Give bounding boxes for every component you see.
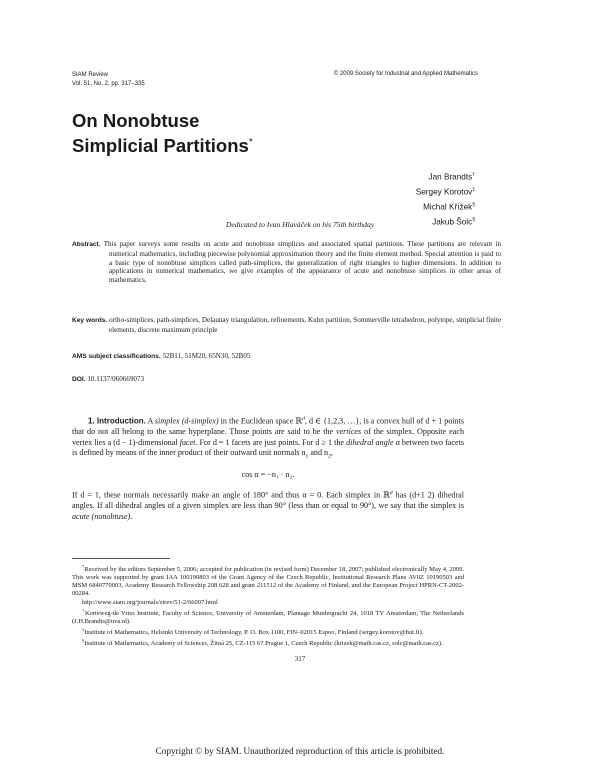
author: Jan Brandts†	[428, 172, 475, 182]
title-footnote-mark: *	[248, 137, 253, 148]
section-heading: 1. Introduction.	[88, 416, 146, 426]
running-header	[72, 71, 145, 88]
title-line-1: On Nonobtuse	[72, 110, 200, 131]
author: Michal Křížek§	[423, 202, 475, 212]
equation: cos α = −n₁ · n₂.	[241, 469, 295, 479]
introduction	[72, 414, 464, 522]
abstract	[72, 240, 501, 285]
term-facet: facet	[179, 437, 196, 447]
binomial: (d+1 2)	[409, 491, 435, 501]
term-simplex: simplex (d-simplex)	[154, 416, 219, 426]
intro-paragraph-1: 1. Introduction. A simplex (d-simplex) in the Euclidean space ℝ$^d$, d ∈ {1,2,3, …}, is a convex hull of d + 1 points that do not all belong to the same hyperplane. Those points are said to be the vertices of the simplex. Opposite each vertex lies a (d − 1)-dimensional facet. For d = 1 facets are just points. For d ≥ 1 the dihedral angle α between two facets is defined by means of the inner product of their outward unit normals $n_1$ and $n_2$,	[72, 416, 464, 460]
footer-copyright: Copyright © by SIAM. Unauthorized reproduction of this article is prohibited.	[155, 746, 445, 756]
doi-label: DOI.	[72, 376, 86, 383]
ams-classifications	[72, 352, 464, 362]
keywords-text: ortho-simplices, path-simplices, Delaunay triangulation, refinements, Kuhn partition, Sommerville tetrahedron, polytope, simplicial finite elements, discrete maximum principle	[109, 316, 502, 334]
intro-paragraph-2: If d = 1, these normals necessarily make an angle of 180° and thus α = 0. Each simplex in ℝ$^d$ has (d+1 2) dihedral angles. If all dihedral angles of a given simplex are less than 90° (less than or equal to 90°), we say that the simplex is acute (nonobtuse).	[72, 490, 465, 521]
footnote-received: *Received by the editors September 5, 2006; accepted for publication (in revised form) December 18, 2007; published electronically May 4, 2009. This work was supported by grant IAA 100190803 of the Grant Agency of the Czech Republic, Institutional Research Plans AV0Z 10190503 and MSM 6840770003, Academy Research Fellowship 208 628 and grant 211512 of the Academy of Finland, and the European Project HPRN-CT-2002-00284.	[72, 564, 464, 598]
journal-name: SIAM Review	[72, 72, 109, 78]
abstract-label: Abstract.	[72, 241, 101, 248]
footnote-rule	[72, 558, 170, 559]
paper-title	[72, 110, 253, 157]
volume-info: Vol. 51, No. 2, pp. 317–335	[72, 80, 145, 87]
header-copyright: © 2009 Society for Industrial and Applied Mathematics	[333, 71, 478, 77]
footnotes	[72, 563, 464, 648]
footnote-korotov: ‡Institute of Mathematics, Helsinki University of Technology, P. O. Box 1100, FIN–02015 Espoo, Finland (sergey.korotov@hut.fi).	[82, 626, 424, 637]
ams-text: 52B11, 51M20, 65N30, 52B05	[162, 352, 251, 360]
keywords	[72, 316, 501, 335]
author: Jakub Šolc§	[432, 217, 475, 227]
keywords-label: Key words.	[72, 317, 108, 324]
title-line-2: Simplicial Partitions	[72, 135, 249, 157]
footnote-brandts: †Korteweg-de Vries Institute, Faculty of Science, University of Amsterdam, Plantage Muidergracht 24, 1018 TV Amsterdam, The Netherlands (J.H.Brandts@uva.nl).	[72, 607, 464, 625]
abstract-text: This paper surveys some results on acute and nonobtuse simplices and associated spatial partitions. These partitions are relevant in numerical mathematics, including piecewise polynomial approximation theory and the finite element method. Special attention is paid to a basic type of nonobtuse simplices called path-simplices, the generalization of right triangles to higher dimensions. In addition to applications in numerical mathematics, we give examples of the appearance of acute and nonobtuse simplices in other areas of mathematics.	[103, 240, 501, 285]
doi	[72, 375, 464, 385]
term-vertices: vertices	[336, 427, 362, 437]
footnote-url: http://www.siam.org/journals/sirev/51-2/66097.html	[82, 598, 218, 606]
doi-text: 10.1137/060669073	[87, 375, 145, 383]
dedication: Dedicated to Ivan Hlaváček on his 75th birthday	[225, 220, 375, 229]
ams-label: AMS subject classifications.	[72, 353, 161, 360]
term-acute-nonobtuse: acute (nonobtuse)	[72, 511, 131, 521]
author: Sergey Korotov‡	[415, 187, 475, 197]
term-dihedral-angle: dihedral angle	[346, 437, 394, 447]
footnote-krizek: §Institute of Mathematics, Academy of Sciences, Žitná 25, CZ-115 67 Prague 1, Czech Republic (krizek@math.cas.cz, solc@math.cas.cz).	[82, 638, 443, 648]
page-number: 317	[294, 655, 306, 663]
